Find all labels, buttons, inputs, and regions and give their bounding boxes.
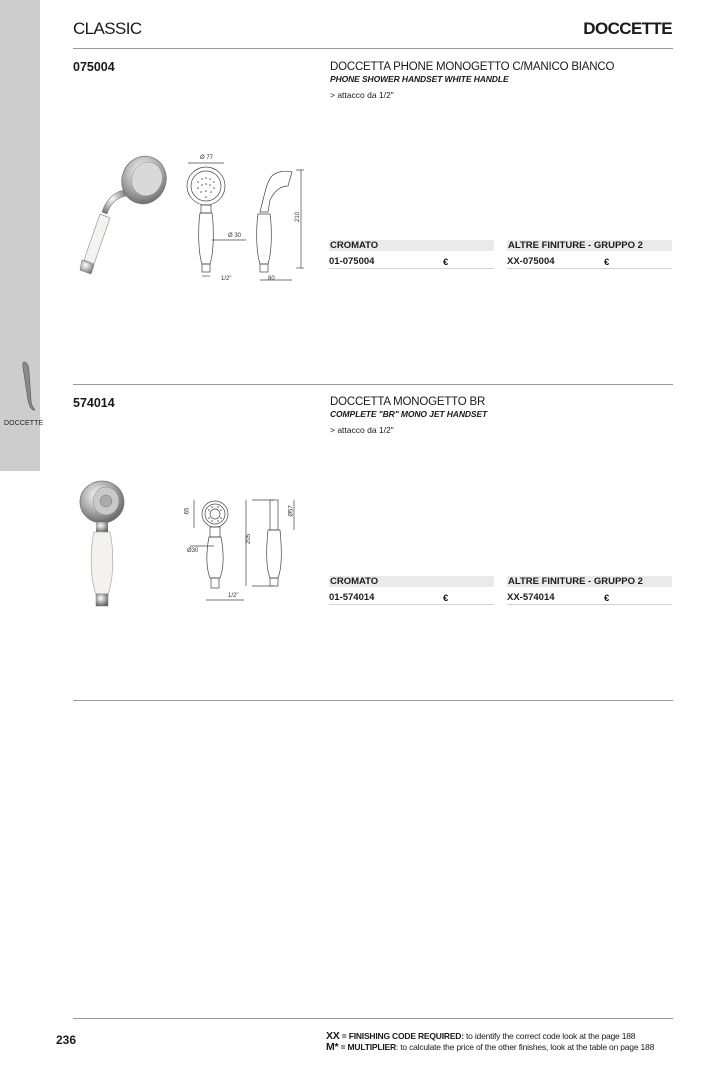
section-title-right: DOCCETTE [583,19,672,38]
article-code: XX-574014 [507,592,555,603]
shower-head-icon [18,360,40,412]
currency-symbol: € [443,257,449,268]
legend-text: : to calculate the price of the other finishes, look at the table on page 188 [395,1042,655,1052]
product-code: 574014 [73,396,115,410]
legend-label: = MULTIPLIER [340,1042,396,1052]
product-title: DOCCETTA MONOGETTO BR [330,396,486,408]
product-divider [73,384,673,385]
technical-drawing [184,494,304,606]
technical-drawing [184,152,309,284]
product-subtitle: COMPLETE "BR" MONO JET HANDSET [330,409,488,419]
currency-symbol: € [604,257,610,268]
article-code: XX-075004 [507,256,555,267]
dim-head-width: 65 [184,507,191,515]
product-subtitle: PHONE SHOWER HANDSET WHITE HANDLE [330,74,509,84]
legend-key: M* [326,1041,339,1053]
section-title-left: CLASSIC [73,19,142,38]
dim-height: 210 [295,211,302,223]
header-divider [73,48,673,49]
product-note: > attacco da 1/2" [330,90,394,100]
currency-symbol: € [604,593,610,604]
product-title: DOCCETTA PHONE MONOGETTO C/MANICO BIANCO [330,61,615,73]
page-number: 236 [56,1033,77,1047]
dim-diameter-head: Ø 77 [200,155,214,161]
currency-symbol: € [443,593,449,604]
price-row-chrome [329,256,494,269]
price-col-header-other: ALTRE FINITURE - GRUPPO 2 [507,576,672,587]
legend-text: to identify the correct code look at the page 188 [463,1031,636,1041]
price-col-header-chrome: CROMATO [329,240,494,251]
article-code: 01-075004 [329,256,375,267]
section-end-divider [73,700,673,701]
dim-head-diameter: Ø57 [288,505,295,517]
footer-divider [73,1018,673,1019]
price-col-header-other: ALTRE FINITURE - GRUPPO 2 [507,240,672,251]
dim-height: 205 [246,533,253,545]
article-code: 01-574014 [329,592,375,603]
dim-connection: 1/2" [228,593,239,599]
product-photo [76,480,128,610]
price-row-other [507,592,672,605]
legend-key: XX [326,1030,340,1042]
product-photo [74,152,169,282]
dim-diameter-handle: Ø 30 [228,233,242,239]
price-col-header-chrome: CROMATO [329,576,494,587]
footer-legend-multiplier [326,1042,654,1053]
product-note: > attacco da 1/2" [330,425,394,435]
dim-connection: 1/2" [221,276,232,282]
footer-legend-xx [326,1031,635,1042]
price-row-other [507,256,672,269]
product-code: 075004 [73,60,115,74]
sidebar-label: DOCCETTE [4,420,44,427]
dim-diameter-handle: Ø30 [187,548,199,554]
price-row-chrome [329,592,494,605]
dim-width: 80 [268,276,275,282]
legend-label: = FINISHING CODE REQUIRED: [341,1031,464,1041]
